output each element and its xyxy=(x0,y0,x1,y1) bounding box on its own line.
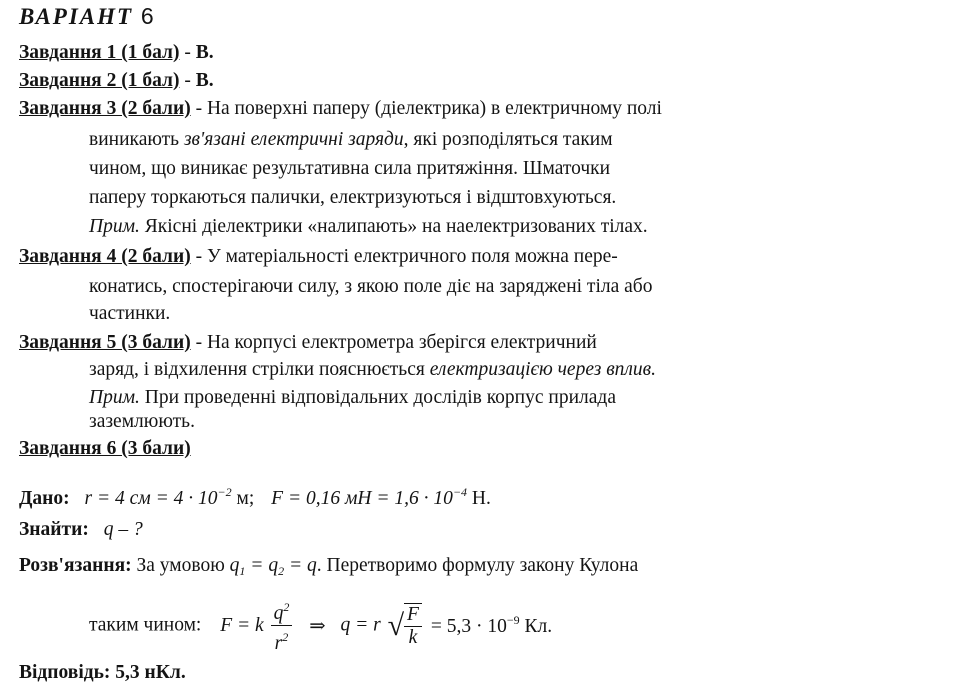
task-5-sep: - xyxy=(190,332,207,353)
task-6 xyxy=(19,437,191,461)
task-5 xyxy=(19,331,597,355)
sqrt-expression xyxy=(388,603,422,649)
implies-arrow: ⇒ xyxy=(309,615,326,637)
task-5-term: електризацією через вплив. xyxy=(429,359,657,380)
q-lhs: q = r xyxy=(340,614,381,636)
task-3-title: Завдання 3 (2 бали) xyxy=(19,98,191,119)
task-3-sep: - xyxy=(190,98,207,119)
solution-label: Розв'язання: xyxy=(19,555,132,576)
result-exp: −9 xyxy=(506,613,520,627)
given-label: Дано: xyxy=(19,488,70,509)
task-1-title: Завдання 1 (1 бал) xyxy=(19,42,180,63)
sqrt-den: k xyxy=(408,626,418,648)
task-3-l2c: , які розподіляться таким xyxy=(403,129,613,150)
given-r xyxy=(84,485,255,509)
coulomb-den: r xyxy=(274,633,283,654)
task-1-answer: В. xyxy=(195,42,214,63)
q2: q xyxy=(268,555,279,576)
given-f-unit: Н. xyxy=(467,488,491,509)
task-4 xyxy=(19,245,618,269)
task-3-line-2 xyxy=(89,128,613,152)
find-value: q – ? xyxy=(103,519,143,540)
find-line xyxy=(19,518,143,542)
task-4-line-3: частинки. xyxy=(89,303,171,324)
result-text: = 5,3 · 10 xyxy=(430,616,507,637)
q1-sub: 1 xyxy=(239,564,246,578)
sqrt-sign: √ xyxy=(387,608,405,642)
task-6-title: Завдання 6 (3 бали) xyxy=(19,438,191,459)
solution-line xyxy=(19,554,638,583)
task-3-note-text: Якісні діелектрики «налипають» на наелектризованих тілах. xyxy=(139,216,648,237)
task-4-line-2: конатись, спостерігаючи силу, з якою поле діє на заряджені тіла або xyxy=(89,276,653,297)
task-3-line-4: паперу торкаються палички, електризуються і відштовхуються. xyxy=(89,187,617,208)
variant-word: ВАРІАНТ xyxy=(19,4,134,29)
task-3-term: зв'язані електричні заряди xyxy=(183,129,404,150)
coulomb-den-exp: 2 xyxy=(282,630,289,644)
answer-value: 5,3 нКл. xyxy=(110,662,186,683)
solution-text-2: . Перетворимо формулу закону Кулона xyxy=(316,555,639,576)
given-r-unit: м; xyxy=(231,488,255,509)
q-eq: = xyxy=(245,555,269,576)
q-equality xyxy=(230,555,317,576)
task-2 xyxy=(19,69,214,93)
task-1 xyxy=(19,41,214,65)
task-4-title: Завдання 4 (2 бали) xyxy=(19,246,191,267)
task-5-line-1: На корпусі електрометра зберігся електричний xyxy=(206,332,597,353)
given-f xyxy=(271,485,491,509)
formula-line xyxy=(89,596,552,655)
task-2-answer: В. xyxy=(195,70,214,91)
task-3-line-3: чином, що виникає результативна сила притяжіння. Шматочки xyxy=(89,158,611,179)
result xyxy=(430,613,553,637)
task-2-title: Завдання 2 (1 бал) xyxy=(19,70,180,91)
formula-lead: таким чином: xyxy=(89,614,202,636)
task-3-note-label: Прим. xyxy=(89,216,140,237)
task-5-note xyxy=(89,386,616,410)
sqrt-num: F xyxy=(404,604,422,627)
coulomb-fraction xyxy=(271,596,293,655)
task-5-line-2 xyxy=(89,358,656,382)
task-4-sep: - xyxy=(190,246,207,267)
task-3-l2a: виникають xyxy=(89,129,184,150)
coulomb-lhs: F = k xyxy=(220,614,264,636)
task-3-line-1: На поверхні паперу (діелектрика) в електричному полі xyxy=(206,98,662,119)
variant-number: 6 xyxy=(140,3,154,29)
given-line xyxy=(19,480,491,511)
task-5-note-text: При проведенні відповідальних дослідів корпус прилада xyxy=(139,387,616,408)
task-1-sep: - xyxy=(179,42,196,63)
coulomb-num-exp: 2 xyxy=(283,600,290,614)
result-unit: Кл. xyxy=(519,616,553,637)
answer-line xyxy=(19,661,186,685)
coulomb-num: q xyxy=(273,603,284,624)
task-4-line-1: У матеріальності електричного поля можна пере- xyxy=(206,246,618,267)
q2-sub: 2 xyxy=(278,564,285,578)
answer-label: Відповідь: xyxy=(19,662,111,683)
task-5-title: Завдання 5 (3 бали) xyxy=(19,332,191,353)
task-2-sep: - xyxy=(179,70,196,91)
given-f-text: F = 0,16 мН = 1,6 · 10 xyxy=(271,488,453,509)
q1: q xyxy=(229,555,240,576)
solution-text-1: За умовою xyxy=(131,555,230,576)
q-end: = q xyxy=(284,555,317,576)
given-r-exp: −2 xyxy=(217,485,232,499)
task-5-l2a: заряд, і відхилення стрілки пояснюється xyxy=(89,359,430,380)
find-label: Знайти: xyxy=(19,519,89,540)
task-3-note xyxy=(89,215,648,239)
task-3 xyxy=(19,97,662,121)
variant-title xyxy=(19,4,154,29)
task-5-line-4: заземлюють. xyxy=(89,411,195,432)
task-5-note-label: Прим. xyxy=(89,387,140,408)
given-f-exp: −4 xyxy=(452,485,468,499)
given-r-text: r = 4 см = 4 · 10 xyxy=(84,488,218,509)
